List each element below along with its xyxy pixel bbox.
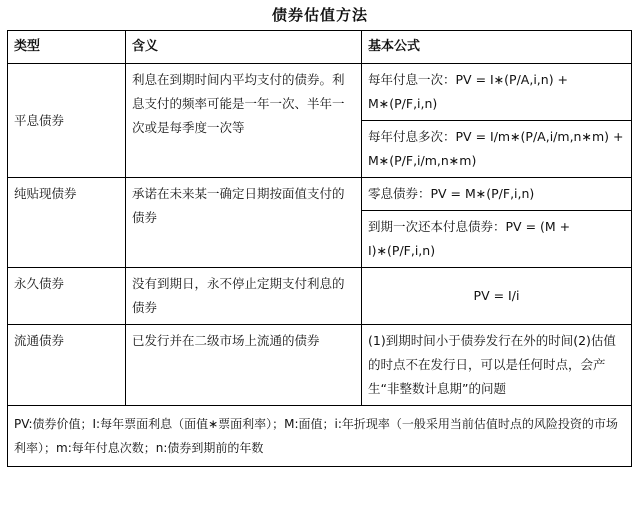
table-row — [8, 178, 632, 211]
table-row — [8, 268, 632, 325]
meaning-cell: 承诺在未来某一确定日期按面值支付的债券 — [126, 178, 362, 268]
formula-cell: 零息债券：PV = M∗(P/F,i,n) — [362, 178, 632, 211]
type-cell: 平息债券 — [8, 64, 126, 178]
type-cell: 流通债券 — [8, 325, 126, 406]
footnote-row — [8, 406, 632, 467]
meaning-cell: 利息在到期时间内平均支付的债券。利息支付的频率可能是一年一次、半年一次或是每季度一次等 — [126, 64, 362, 178]
bond-valuation-table — [7, 30, 632, 467]
type-cell: 纯贴现债券 — [8, 178, 126, 268]
table-row — [8, 64, 632, 121]
page-title: 债券估值方法 — [271, 6, 368, 24]
formula-cell: 每年付息一次：PV = I∗(P/A,i,n) + M∗(P/F,i,n) — [362, 64, 632, 121]
footnote: PV:债券价值；I:每年票面利息（面值∗票面利率）；M:面值；i:年折现率（一般采用当前估值时点的风险投资的市场利率）；m:每年付息次数；n:债券到期前的年数 — [8, 406, 632, 467]
formula-cell: 到期一次还本付息债券：PV = (M + I)∗(P/F,i,n) — [362, 211, 632, 268]
formula-cell: 每年付息多次：PV = I/m∗(P/A,i/m,n∗m) + M∗(P/F,i/m,n∗m) — [362, 121, 632, 178]
meaning-cell: 已发行并在二级市场上流通的债券 — [126, 325, 362, 406]
header-formula: 基本公式 — [362, 31, 632, 64]
header-meaning: 含义 — [126, 31, 362, 64]
table-row — [8, 325, 632, 406]
formula-cell: PV = I/i — [362, 268, 632, 325]
table-header-row — [8, 31, 632, 64]
header-type: 类型 — [8, 31, 126, 64]
formula-cell: (1)到期时间小于债券发行在外的时间(2)估值的时点不在发行日，可以是任何时点，会产生“非整数计息期”的问题 — [362, 325, 632, 406]
type-cell: 永久债券 — [8, 268, 126, 325]
meaning-cell: 没有到期日，永不停止定期支付利息的债券 — [126, 268, 362, 325]
